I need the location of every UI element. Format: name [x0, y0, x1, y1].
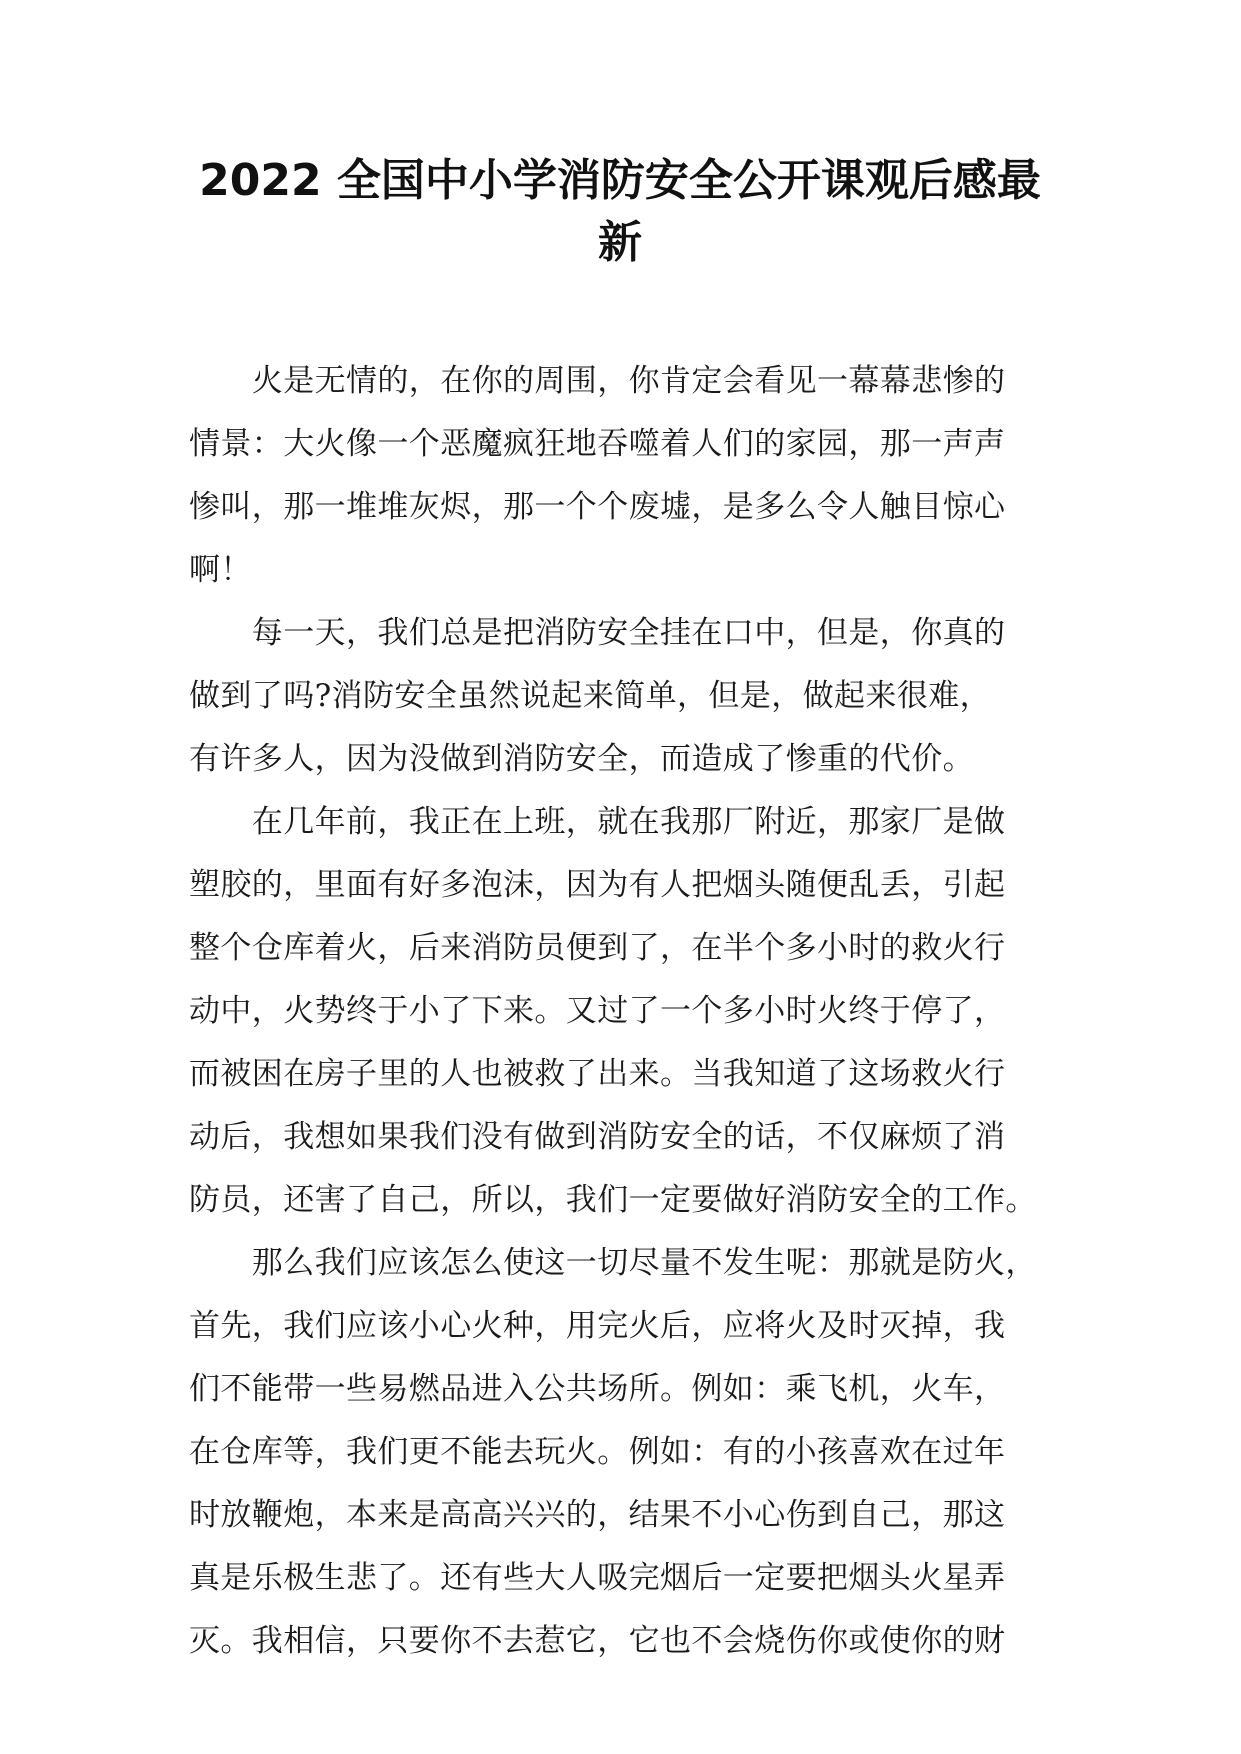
text-line: 真是乐极生悲了。还有些大人吸完烟后一定要把烟头火星弄	[189, 1560, 1006, 1596]
document-body	[189, 350, 1059, 1673]
text-line: 动中，火势终于小了下来。又过了一个多小时火终于停了，	[189, 993, 1006, 1029]
text-line: 在几年前，我正在上班，就在我那厂附近，那家厂是做	[189, 804, 1006, 840]
text-line: 在仓库等，我们更不能去玩火。例如：有的小孩喜欢在过年	[189, 1434, 1006, 1470]
text-line: 啊！	[189, 552, 252, 588]
text-line: 整个仓库着火，后来消防员便到了，在半个多小时的救火行	[189, 930, 1006, 966]
text-line: 有许多人，因为没做到消防安全，而造成了惨重的代价。	[189, 741, 974, 777]
text-line: 首先，我们应该小心火种，用完火后，应将火及时灭掉，我	[189, 1308, 1006, 1344]
text-line: 而被困在房子里的人也被救了出来。当我知道了这场救火行	[189, 1056, 1006, 1092]
text-line: 防员，还害了自己，所以，我们一定要做好消防安全的工作。	[189, 1182, 1037, 1218]
text-line: 动后，我想如果我们没有做到消防安全的话，不仅麻烦了消	[189, 1119, 1006, 1155]
text-line: 每一天，我们总是把消防安全挂在口中，但是，你真的	[189, 615, 1006, 651]
text-line: 火是无情的，在你的周围，你肯定会看见一幕幕悲惨的	[189, 363, 1006, 399]
title-line-2: 新	[598, 217, 642, 268]
text-line: 惨叫，那一堆堆灰烬，那一个个废墟，是多么令人触目惊心	[189, 489, 1006, 525]
text-line: 塑胶的，里面有好多泡沫，因为有人把烟头随便乱丢，引起	[189, 867, 1006, 903]
text-line: 们不能带一些易燃品进入公共场所。例如：乘飞机，火车，	[189, 1371, 1006, 1407]
document-title	[150, 150, 1090, 274]
title-line-1: 2022 全国中小学消防安全公开课观后感最	[199, 155, 1041, 206]
text-line: 那么我们应该怎么使这一切尽量不发生呢：那就是防火，	[189, 1245, 1037, 1281]
text-line: 灭。我相信，只要你不去惹它，它也不会烧伤你或使你的财	[189, 1623, 1006, 1659]
text-line: 时放鞭炮，本来是高高兴兴的，结果不小心伤到自己，那这	[189, 1497, 1006, 1533]
text-line: 情景：大火像一个恶魔疯狂地吞噬着人们的家园，那一声声	[189, 426, 1006, 462]
text-line: 做到了吗?消防安全虽然说起来简单，但是，做起来很难，	[189, 678, 992, 714]
